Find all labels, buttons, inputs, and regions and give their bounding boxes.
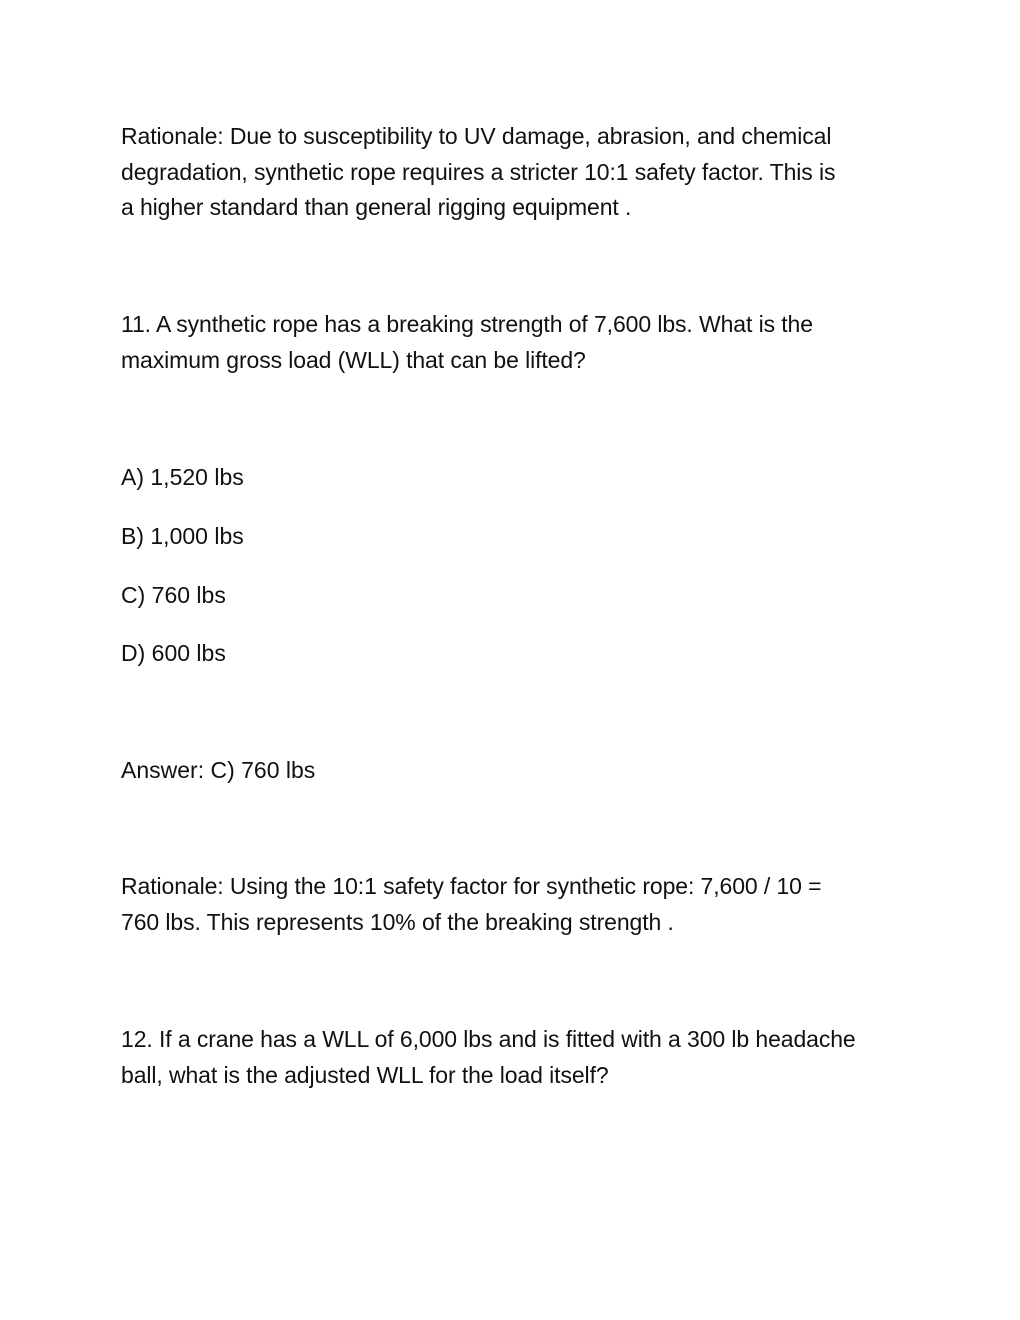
text-line: a higher standard than general rigging equipment . <box>121 194 632 220</box>
rationale-paragraph <box>121 119 911 226</box>
text-line: Rationale: Due to susceptibility to UV damage, abrasion, and chemical <box>121 123 832 149</box>
option-a: A) 1,520 lbs <box>121 464 244 490</box>
text-line: ball, what is the adjusted WLL for the load itself? <box>121 1061 609 1088</box>
text-line: 760 lbs. This represents 10% of the breaking strength . <box>121 908 674 935</box>
rationale-paragraph <box>121 869 911 940</box>
option-d: D) 600 lbs <box>121 640 226 666</box>
option-c: C) 760 lbs <box>121 582 226 608</box>
question-11-text <box>121 307 911 378</box>
text-line: maximum gross load (WLL) that can be lifted? <box>121 346 586 373</box>
text-line: degradation, synthetic rope requires a stricter 10:1 safety factor. This is <box>121 158 836 185</box>
answer-text: Answer: C) 760 lbs <box>121 757 316 783</box>
option-b: B) 1,000 lbs <box>121 523 244 549</box>
question-12-text <box>121 1022 911 1093</box>
text-line: 12. If a crane has a WLL of 6,000 lbs and is fitted with a 300 lb headache <box>121 1026 856 1052</box>
text-line: 11. A synthetic rope has a breaking strength of 7,600 lbs. What is the <box>121 311 813 337</box>
text-line: Rationale: Using the 10:1 safety factor for synthetic rope: 7,600 / 10 = <box>121 873 822 899</box>
